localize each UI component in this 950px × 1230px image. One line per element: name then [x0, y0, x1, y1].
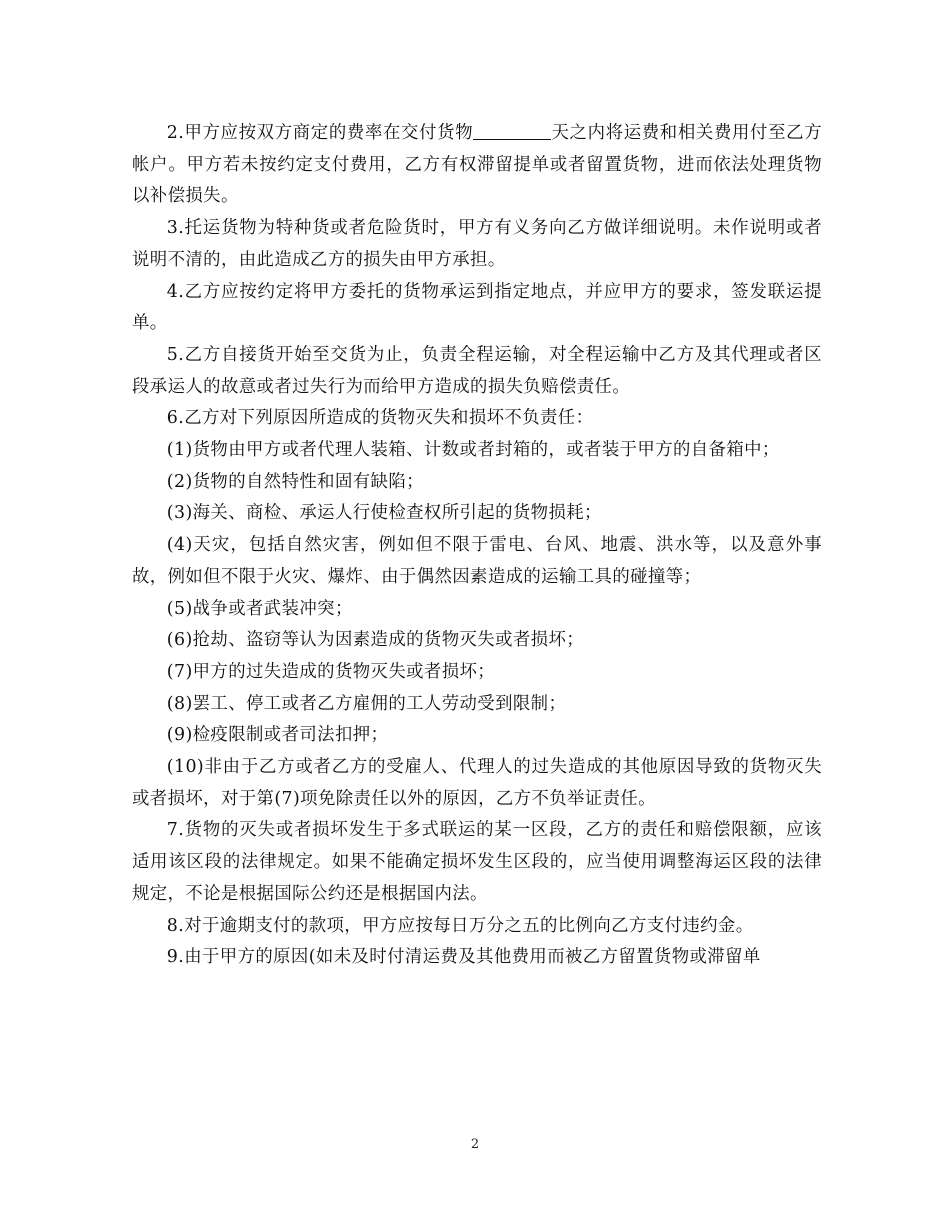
clause-6: 6.乙方对下列原因所造成的货物灭失和损坏不负责任：: [166, 408, 594, 429]
clause-7: 7.货物的灭失或者损坏发生于多式联运的某一区段，乙方的责任和赔偿限额，应该适用该区段的法律规定。如果不能确定损坏发生区段的，应当使用调整海运区段的法律规定，不论是根据国际公约还是根据国内法。: [132, 820, 822, 904]
clause-2: [132, 118, 822, 213]
clause-9: 9.由于甲方的原因(如未及时付清运费及其他费用而被乙方留置货物或滞留单: [166, 947, 761, 968]
clause-2-text-start: 2.甲方应按双方商定的费率在交付货物: [166, 123, 474, 143]
clause-5: 5.乙方自接货开始至交货为止，负责全程运输，对全程运输中乙方及其代理或者区段承运人的故意或者过失行为而给甲方造成的损失负赔偿责任。: [132, 344, 822, 397]
clause-6-item-3: (3)海关、商检、承运人行使检查权所引起的货物损耗；: [166, 503, 602, 524]
clause-6-item-1: (1)货物由甲方或者代理人装箱、计数或者封箱的，或者装于甲方的自备箱中；: [166, 440, 780, 461]
clause-6-item-5: (5)战争或者武装冲突；: [166, 598, 353, 619]
clause-6-item-4: (4)天灾，包括自然灾害，例如但不限于雷电、台风、地震、洪水等，以及意外事故，例如但不限于火灾、爆炸、由于偶然因素造成的运输工具的碰撞等；: [132, 535, 822, 587]
fill-in-blank: [473, 122, 551, 140]
clause-4: 4.乙方应按约定将甲方委托的货物承运到指定地点，并应甲方的要求，签发联运提单。: [132, 281, 822, 334]
clause-8: 8.对于逾期支付的款项，甲方应按每日万分之五的比例向乙方支付违约金。: [166, 915, 754, 936]
clause-6-item-2: (2)货物的自然特性和固有缺陷；: [166, 471, 424, 492]
page-number: 2: [470, 1137, 480, 1152]
clause-6-item-7: (7)甲方的过失造成的货物灭失或者损坏；: [166, 661, 496, 682]
clause-6-item-8: (8)罢工、停工或者乙方雇佣的工人劳动受到限制；: [166, 693, 567, 714]
clause-2-text-end: 天之内将运费和相关费用付至乙方帐户。甲方若未按约定支付费用，乙方有权滞留提单或者留置货物，进而依法处理货物以补偿损失。: [132, 123, 822, 207]
clause-6-item-6: (6)抢劫、盗窃等认为因素造成的货物灭失或者损坏；: [166, 630, 585, 651]
clause-6-item-10: (10)非由于乙方或者乙方的受雇人、代理人的过失造成的其他原因导致的货物灭失或者损坏，对于第(7)项免除责任以外的原因，乙方不负举证责任。: [132, 757, 822, 809]
document-body: [132, 118, 822, 974]
clause-6-item-9: (9)检疫限制或者司法扣押；: [166, 725, 389, 746]
clause-3: 3.托运货物为特种货或者危险货时，甲方有义务向乙方做详细说明。未作说明或者说明不清的，由此造成乙方的损失由甲方承担。: [132, 218, 822, 270]
